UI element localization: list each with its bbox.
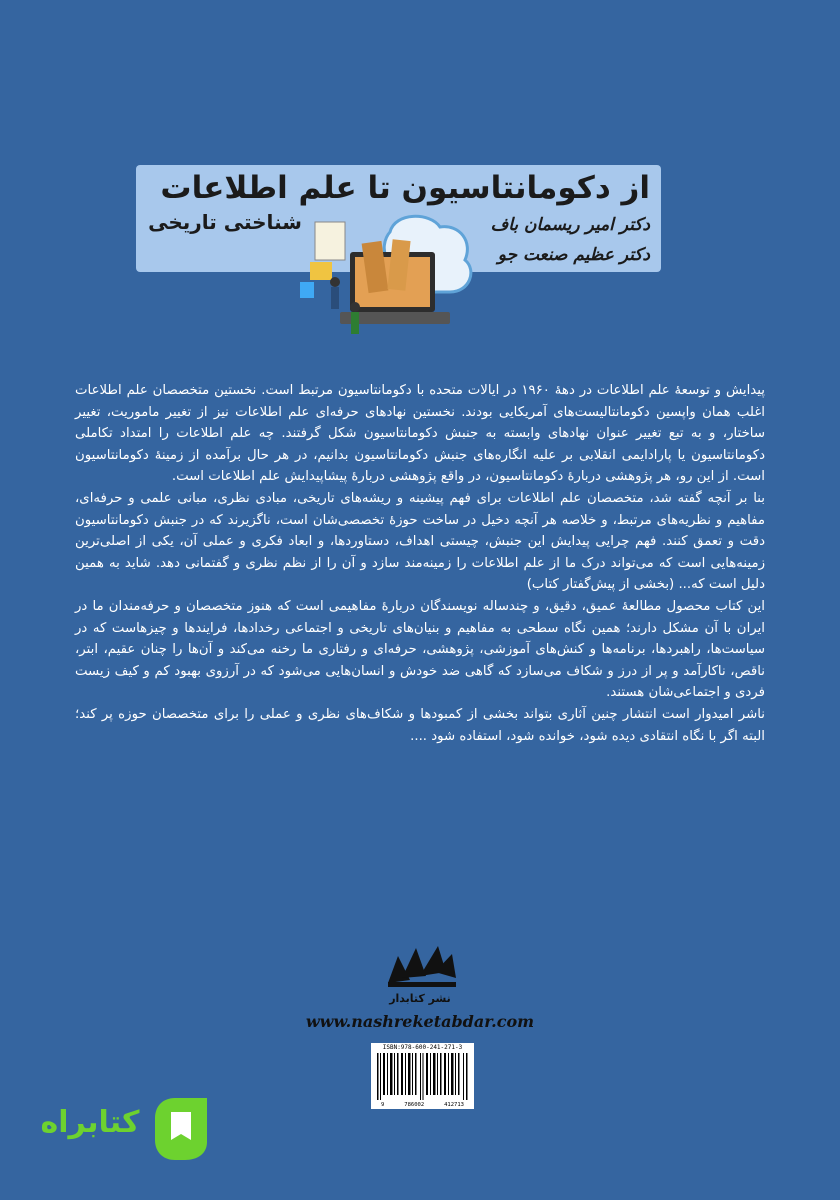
book-subtitle: شناختی تاریخی — [148, 210, 302, 234]
barcode-bars — [377, 1053, 468, 1100]
barcode-digit-left: 786002 — [404, 1102, 425, 1108]
ketabrah-label: کتابراه — [40, 1105, 140, 1140]
barcode-digit-right: 412713 — [444, 1102, 464, 1108]
publisher-name: نشر کتابدار — [389, 992, 451, 1005]
publisher-logo — [380, 938, 460, 998]
publisher-url[interactable]: www.nashreketabdar.com — [305, 1012, 535, 1031]
paragraph-2: بنا بر آنچه گفته شد، متخصصان علم اطلاعات برای فهم پیشینه و ریشه‌های تاریخی، مبادی نظری، مبانی علمی و حرفه‌ای، مفاهیم و نظریه‌های مرتبط، و خلاصه هر آنچه دخیل در ساخت حوزهٔ تخصصی‌شان است، ناگزیرند که در جنبش دکومانتاسیون دقت و تعمق کنند. فهم چرایی پیدایش این جنبش، چیستی اهداف، دستاوردها، و ابعاد فکری و عملی آن، یکی از اصلی‌ترین زمینه‌هایی است که می‌تواند درک ما از علم اطلاعات را زمینه‌مند سازد و آن را از نظم نظری و گفتمانی دهد. شاید به همین دلیل است که... (بخشی از پیش‌گفتار کتاب) — [75, 490, 765, 593]
author-name-1: دکتر امیر ریسمان باف — [490, 215, 650, 235]
paragraph-1: پیدایش و توسعهٔ علم اطلاعات در دههٔ ۱۹۶۰ در ایالات متحده با دکومانتاسیون مرتبط است. نخستین متخصصان علم اطلاعات اغلب همان واپسین دکومانتالیست‌های آمریکایی بودند. نخستین نهادهای حرفه‌ای علم اطلاعات نیز از تغییر ماموریت، تغییر ساختار، و به تبع تغییر عنوان نهادهای وابسته به جنبش دکومانتاسیون شکل گرفتند. چه علم اطلاعات را امتداد تکاملی دکومانتاسیون یا پارادایمی انقلابی بر علیه انگاره‌های جنبش دکومانتاسیون بدانیم، در هر حال برآمده از زمینهٔ دکومانتاسیون است. از این رو، هر پژوهشی دربارهٔ دکومانتاسیون، در واقع پژوهشی دربارهٔ پیشاپیدایش علم اطلاعات است. — [75, 383, 765, 485]
paragraph-4: ناشر امیدوار است انتشار چنین آثاری بتواند بخشی از کمبودها و شکاف‌های نظری و عملی را برای متخصصان حوزه پر کند؛ البته اگر با نگاه انتقادی دیده شود، خوانده شود، استفاده شود .... — [75, 706, 765, 744]
illustration-laptop-cloud — [295, 212, 475, 342]
isbn-barcode — [371, 1043, 474, 1109]
barcode-digits — [371, 1102, 474, 1108]
barcode-digit-lead: 9 — [380, 1102, 385, 1108]
paragraph-3: این کتاب محصول مطالعهٔ عمیق، دقیق، و چندساله نویسندگان دربارهٔ مفاهیمی است که هنوز متخصصان و حرفه‌مندان ما در ایران با آن مشکل دارند؛ همین نگاه سطحی به مفاهیم و بنیان‌های تاریخی و اجتماعی رخدادها، فرایندها و چیزهاست که در سیاست‌ها، راهبردها، برنامه‌ها و کنش‌های آموزشی، پژوهشی، حرفه‌ای و رفتاری ما رخنه می‌کند و آن‌ها را چنان عقیم، ابتر، ناقص، ناکارآمد و پر از درز و شکاف می‌سازد که گاهی ضد خودش و انسان‌هایی می‌شود که در آرزوی بهبود کم و کیف زیست فردی و اجتماعی‌شان هستند. — [75, 598, 765, 701]
book-title: از دکومانتاسیون تا علم اطلاعات — [160, 170, 650, 206]
author-name-2: دکتر عظیم صنعت جو — [497, 245, 650, 265]
isbn-text: ISBN:978-600-241-271-3 — [382, 1044, 463, 1051]
description-text — [75, 380, 765, 747]
